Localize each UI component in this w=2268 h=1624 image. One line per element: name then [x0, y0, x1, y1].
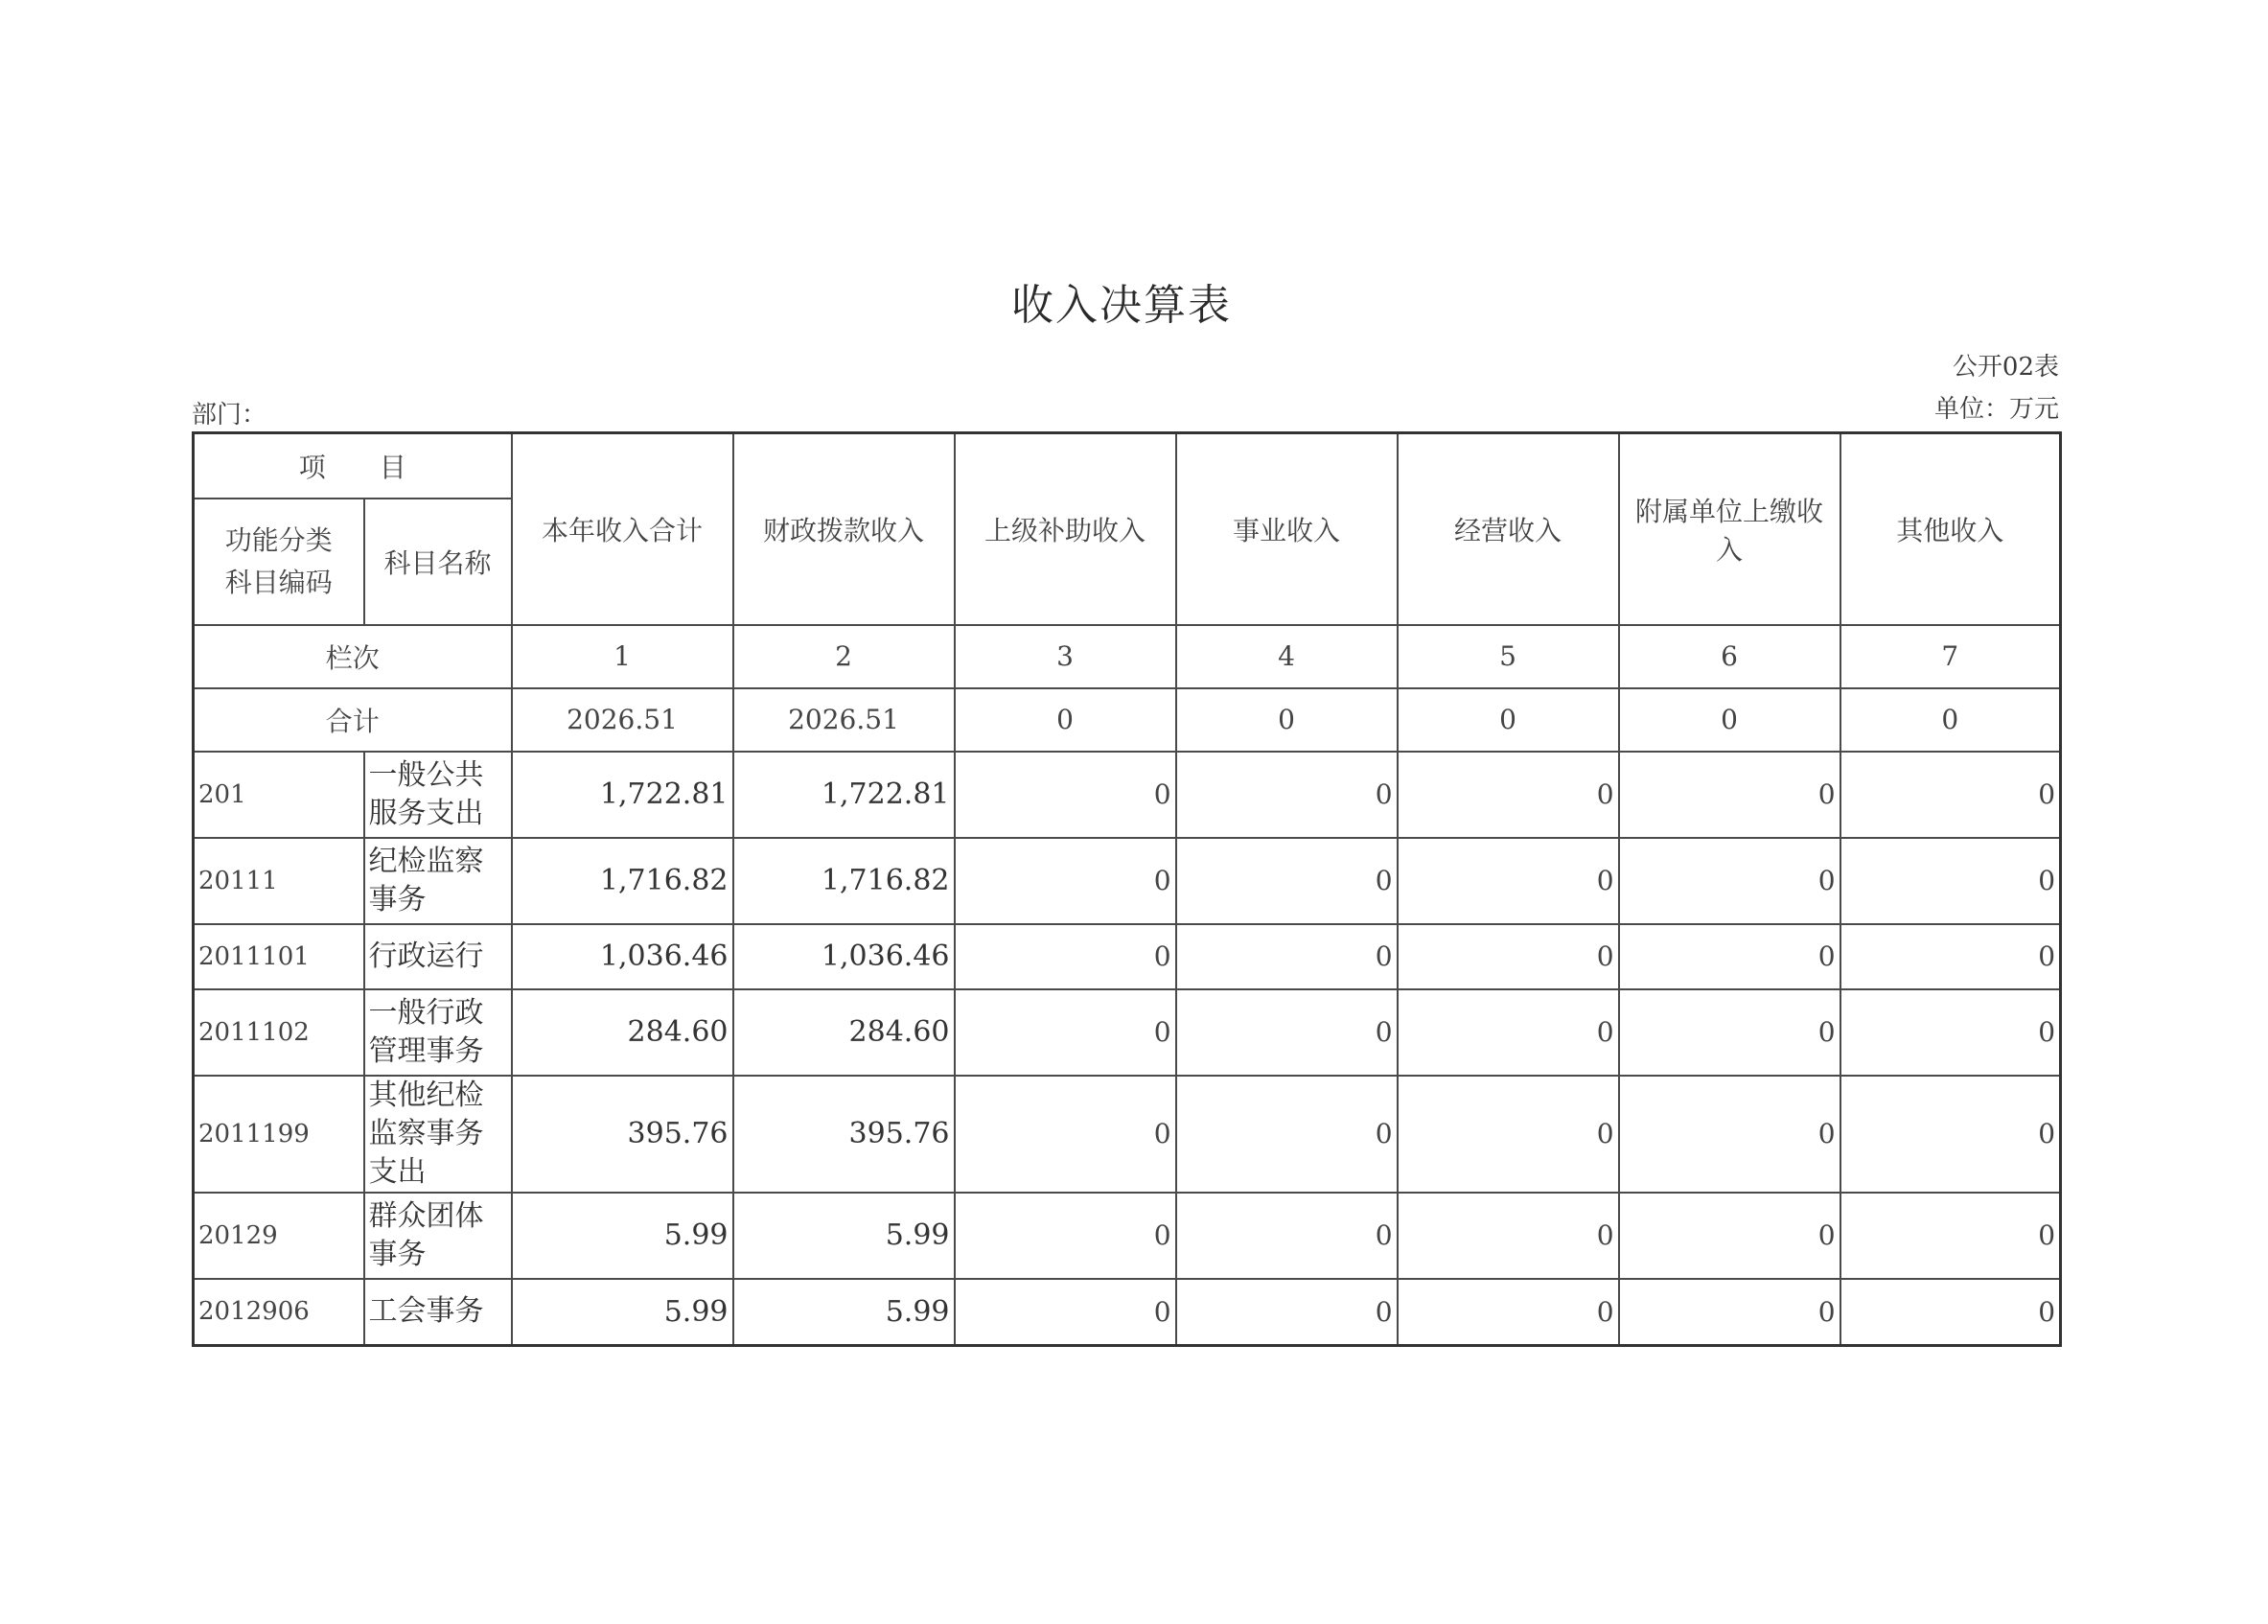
header-code: [194, 499, 364, 625]
total-value: 0: [1398, 688, 1619, 752]
column-index: 1: [512, 625, 733, 688]
row-value: 1,716.82: [512, 838, 733, 924]
row-value: 0: [1176, 924, 1398, 989]
row-value: 0: [1840, 1279, 2061, 1346]
row-name: 一般公共服务支出: [364, 752, 512, 838]
row-code: 20129: [194, 1193, 364, 1279]
row-value: 0: [1619, 838, 1840, 924]
row-value: 5.99: [512, 1279, 733, 1346]
row-value: 0: [1398, 752, 1619, 838]
total-value: 0: [1176, 688, 1398, 752]
table-row: [194, 1193, 2061, 1279]
row-value: 284.60: [512, 989, 733, 1076]
total-value: 2026.51: [733, 688, 955, 752]
header-col-7: 其他收入: [1840, 433, 2061, 625]
row-value: 395.76: [733, 1076, 955, 1193]
header-col-3: 上级补助收入: [955, 433, 1176, 625]
department-label: 部门：: [192, 401, 267, 429]
row-code: 201: [194, 752, 364, 838]
row-value: 5.99: [512, 1193, 733, 1279]
row-value: 0: [1840, 1193, 2061, 1279]
row-code: 2011102: [194, 989, 364, 1076]
column-index: 7: [1840, 625, 2061, 688]
header-col-4: 事业收入: [1176, 433, 1398, 625]
total-value: 0: [1619, 688, 1840, 752]
total-label: 合计: [194, 688, 512, 752]
income-table: [192, 431, 2062, 1347]
row-value: 0: [1619, 989, 1840, 1076]
form-code: 公开02表: [1952, 353, 2059, 382]
row-name: 工会事务: [364, 1279, 512, 1346]
column-index: 5: [1398, 625, 1619, 688]
row-name: 行政运行: [364, 924, 512, 989]
table-row: [194, 989, 2061, 1076]
row-value: 0: [1619, 924, 1840, 989]
row-value: 0: [1398, 989, 1619, 1076]
row-value: 395.76: [512, 1076, 733, 1193]
unit-label: 单位：万元: [1933, 395, 2059, 424]
row-value: 1,036.46: [733, 924, 955, 989]
total-value: 0: [1840, 688, 2061, 752]
header-col-5: 经营收入: [1398, 433, 1619, 625]
header-code-line2: 科目编码: [224, 566, 333, 598]
row-name: 一般行政管理事务: [364, 989, 512, 1076]
row-value: 0: [1398, 838, 1619, 924]
header-item: 项 目: [194, 433, 512, 499]
row-value: 1,036.46: [512, 924, 733, 989]
row-value: 1,722.81: [733, 752, 955, 838]
row-value: 0: [955, 1193, 1176, 1279]
table-row: [194, 1076, 2061, 1193]
row-value: 0: [1398, 1076, 1619, 1193]
header-col-2: 财政拨款收入: [733, 433, 955, 625]
row-value: 0: [1840, 924, 2061, 989]
row-value: 0: [1619, 1076, 1840, 1193]
row-name: 纪检监察事务: [364, 838, 512, 924]
row-value: 0: [955, 838, 1176, 924]
row-value: 5.99: [733, 1193, 955, 1279]
row-value: 0: [1176, 1193, 1398, 1279]
row-value: 1,716.82: [733, 838, 955, 924]
column-index-label: 栏次: [194, 625, 512, 688]
row-code: 2011101: [194, 924, 364, 989]
row-value: 0: [1619, 752, 1840, 838]
row-code: 2012906: [194, 1279, 364, 1346]
total-value: 0: [955, 688, 1176, 752]
row-value: 0: [955, 752, 1176, 838]
row-value: 0: [1398, 924, 1619, 989]
column-index: 3: [955, 625, 1176, 688]
column-index: 2: [733, 625, 955, 688]
row-code: 20111: [194, 838, 364, 924]
row-value: 0: [1176, 1076, 1398, 1193]
row-value: 0: [1176, 838, 1398, 924]
row-name: 群众团体事务: [364, 1193, 512, 1279]
header-col-1: 本年收入合计: [512, 433, 733, 625]
row-value: 284.60: [733, 989, 955, 1076]
row-name: 其他纪检监察事务支出: [364, 1076, 512, 1193]
row-value: 0: [955, 989, 1176, 1076]
row-value: 0: [1398, 1193, 1619, 1279]
row-value: 0: [1398, 1279, 1619, 1346]
row-value: 0: [1840, 838, 2061, 924]
row-value: 0: [955, 1279, 1176, 1346]
row-value: 5.99: [733, 1279, 955, 1346]
row-value: 0: [955, 924, 1176, 989]
row-value: 0: [1176, 989, 1398, 1076]
table-row: [194, 924, 2061, 989]
row-value: 0: [955, 1076, 1176, 1193]
page-title: 收入决算表: [1011, 281, 1232, 330]
row-value: 0: [1619, 1279, 1840, 1346]
row-value: 0: [1840, 989, 2061, 1076]
column-index: 6: [1619, 625, 1840, 688]
row-code: 2011199: [194, 1076, 364, 1193]
table-row: [194, 1279, 2061, 1346]
header-code-line1: 功能分类: [224, 523, 333, 556]
row-value: 0: [1176, 752, 1398, 838]
row-value: 1,722.81: [512, 752, 733, 838]
header-subject-name: 科目名称: [364, 499, 512, 625]
row-value: 0: [1840, 1076, 2061, 1193]
table-row: [194, 838, 2061, 924]
column-index: 4: [1176, 625, 1398, 688]
total-value: 2026.51: [512, 688, 733, 752]
row-value: 0: [1840, 752, 2061, 838]
header-col-6: 附属单位上缴收入: [1619, 433, 1840, 625]
row-value: 0: [1619, 1193, 1840, 1279]
row-value: 0: [1176, 1279, 1398, 1346]
table-row: [194, 752, 2061, 838]
